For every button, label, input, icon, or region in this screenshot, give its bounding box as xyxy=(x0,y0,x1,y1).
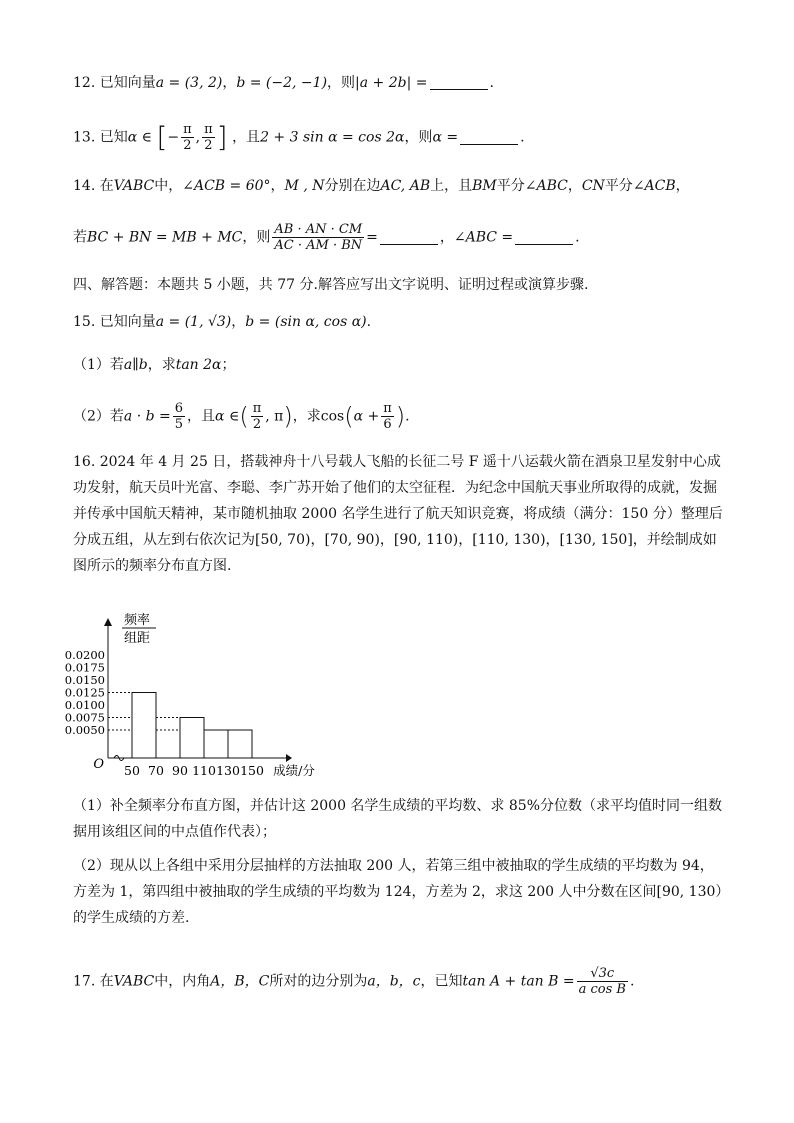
question-16-part2: （2）现从以上各组中采用分层抽样的方法抽取 200 人，若第三组中被抽取的学生成绩的平均数为 94，方差为 1，第四组中被抽取的学生成绩的平均数为 124，方差为 2，求这 200 人中分数在区间[90, 130）的学生成绩的方差. xyxy=(73,858,723,926)
answer-blank xyxy=(515,244,573,245)
origin-label: O xyxy=(93,757,104,772)
answer-blank xyxy=(380,244,438,245)
question-15-part1: （1）若a∥b，求tan 2α； xyxy=(73,357,236,373)
x-axis-label: 成绩/分 xyxy=(273,763,315,778)
y-label-top: 频率 xyxy=(124,613,151,628)
x-axis-arrow xyxy=(286,754,292,762)
y-tick-label: 0.0050 xyxy=(64,723,105,737)
question-12: 12. 已知向量a = (3, 2)，b = (−2, −1)，则|a + 2b| = . xyxy=(73,75,494,91)
question-17: 17. 在VABC中，内角A，B，C所对的边分别为a，b，c，已知tan A + tan B = $\frac{√3c}{\text{a cos B}}$ . xyxy=(73,966,635,997)
histogram-bar xyxy=(132,693,156,759)
y-tick-label: 0.0100 xyxy=(64,698,105,712)
question-15: 15. 已知向量a = (1, √3)，b = (sin α, cos α). xyxy=(73,314,372,330)
x-tick-label: 150 xyxy=(240,763,264,778)
y-tick-label: 0.0200 xyxy=(64,648,105,662)
x-tick-label: 70 xyxy=(148,763,164,778)
x-tick-label: 90 xyxy=(172,763,188,778)
y-axis-arrow xyxy=(104,618,112,626)
x-tick-label: 130 xyxy=(216,763,240,778)
section-heading: 四、解答题：本题共 5 小题，共 77 分.解答应写出文字说明、证明过程或演算步骤. xyxy=(73,277,589,293)
histogram-chart xyxy=(64,610,330,780)
x-tick-label: 50 xyxy=(124,763,140,778)
answer-blank xyxy=(430,89,488,90)
y-label-bottom: 组距 xyxy=(124,631,151,646)
y-tick-label: 0.0075 xyxy=(64,710,105,725)
question-14-line2: 若BC + BN = MB + MC，则 $\frac{AB \cdot AN \cdot CM}{AC \cdot AM \cdot BN}$ = ，∠ABC = . xyxy=(73,222,580,253)
answer-blank xyxy=(460,144,518,145)
histogram-bar xyxy=(204,730,228,758)
y-tick-label: 0.0125 xyxy=(64,685,105,700)
question-15-part2: （2）若a · b = $\frac{6}{5}$ ，且α ∈( $\frac{\pi}{2}$ , π)，求cos(α + $\frac{\pi}{6}$ ). xyxy=(73,401,410,432)
y-tick-label: 0.0175 xyxy=(64,660,105,675)
x-tick-label: 110 xyxy=(192,763,216,778)
y-tick-label: 0.0150 xyxy=(64,673,105,687)
histogram-bar xyxy=(228,730,252,758)
question-13: 13. 已知α ∈ [− $\frac{\pi}{2}$ , $\frac{\pi}{2}$ ] ，且2 + 3 sin α = cos 2α，则α = . xyxy=(73,120,525,154)
question-14-line1: 14. 在VABC中，∠ACB = 60°，M , N分别在边AC, AB上，且BM平分∠ABC，CN平分∠ACB， xyxy=(73,178,690,194)
question-16-part1: （1）补全频率分布直方图，并估计这 2000 名学生成绩的平均数、求 85%分位数（求平均值时同一组数据用该组区间的中点值作代表）； xyxy=(73,798,723,840)
histogram-bar xyxy=(180,718,204,759)
question-16: 16. 2024 年 4 月 25 日，搭载神舟十八号载人飞船的长征二号 F 遥十八运载火箭在酒泉卫星发射中心成功发射，航天员叶光富、李聪、李广苏开始了他们的太空征程．为纪念中国航天事业所取得的成就，发掘并传承中国航天精神，某市随机抽取 2000 名学生进行了航天知识竞赛，将成绩（满分：150 分）整理后分成五组，从左到右依次记为[50, 70)，[70, 90)，[90, 110)，[110, 130)，[130, 150]，并绘制成如图所示的频率分布直方图. xyxy=(73,454,723,574)
